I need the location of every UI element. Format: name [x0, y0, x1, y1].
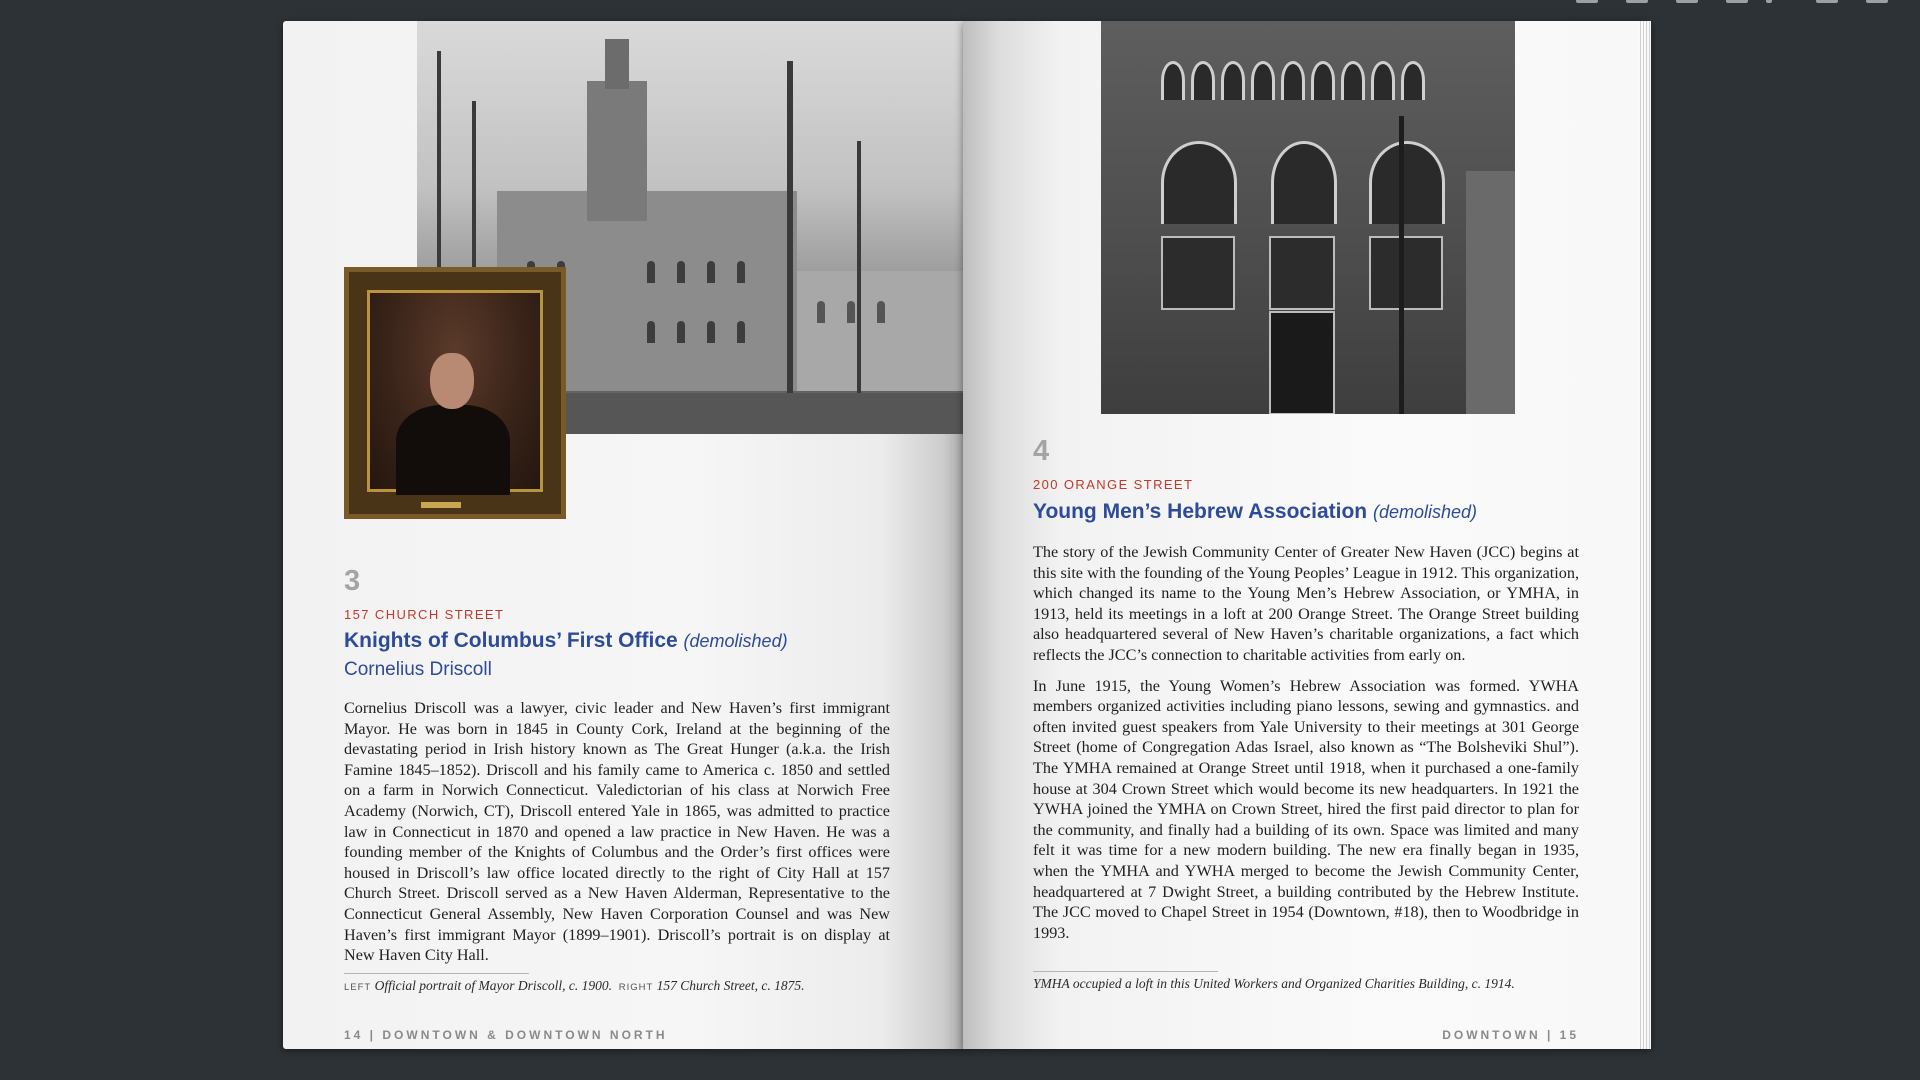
right-page[interactable] — [963, 21, 1651, 1049]
toolbar-icon-5[interactable] — [1766, 0, 1772, 3]
right-folio: DOWNTOWN | 15 — [1442, 1028, 1579, 1042]
caption-right-text: 157 Church Street, c. 1875. — [656, 978, 805, 993]
toolbar-icon-4[interactable] — [1726, 0, 1748, 3]
entry-number: 4 — [1033, 435, 1050, 467]
entry-address: 157 CHURCH STREET — [344, 607, 505, 622]
photo-caption: YMHA occupied a loft in this United Workers and Organized Charities Building, c. 1914. — [1033, 976, 1515, 991]
viewer-toolbar — [1570, 0, 1920, 6]
entry-title-text: Young Men’s Hebrew Association — [1033, 500, 1368, 523]
toolbar-icon-3[interactable] — [1676, 0, 1698, 3]
entry-title-text: Knights of Columbus’ First Office — [344, 629, 678, 652]
left-folio: 14 | DOWNTOWN & DOWNTOWN NORTH — [344, 1028, 668, 1042]
ymha-building-photo — [1101, 21, 1515, 414]
body-paragraph-2: In June 1915, the Young Women’s Hebrew Association was formed. YWHA members organized activities including piano lessons, sewing and gymnastics. and often invited guest speakers from Yale University to their meetings at 301 George Street (home of Congregation Adas Israel, also known as “The Bolsheviki Shul”). The YMHA remained at Orange Street until 1918, when it purchased a one-family house at 304 Crown Street which would become its new headquarters. In 1921 the YWHA joined the YMHA on Crown Street, hired the first paid director to plan for the community, and finally had a building of its own. Space was limited and many felt it was time for a new modern building. The new era finally began in 1935, when the YMHA and YWHA merged to become the Jewish Community Center, headquartered at 7 Dwight Street, a building contributed by the Hebrew Institute. The JCC moved to Chapel Street in 1954 (Downtown, #18), then to Woodbridge in 1993. — [1033, 676, 1579, 942]
entry-address: 200 ORANGE STREET — [1033, 477, 1194, 492]
toolbar-icon-7[interactable] — [1866, 0, 1888, 3]
page-edge — [1638, 21, 1651, 1049]
entry-number: 3 — [344, 565, 361, 597]
toolbar-icon-2[interactable] — [1626, 0, 1648, 3]
book-spread — [283, 21, 1651, 1049]
left-page[interactable] — [283, 21, 963, 1049]
entry-title — [344, 628, 788, 654]
caption-rule — [1033, 971, 1218, 972]
entry-subtitle: Cornelius Driscoll — [344, 659, 492, 680]
entry-body — [344, 698, 890, 976]
entry-body — [1033, 542, 1579, 953]
toolbar-icon-6[interactable] — [1816, 0, 1838, 3]
caption-left-text: Official portrait of Mayor Driscoll, c. 1900. — [374, 978, 612, 993]
entry-title-tag: (demolished) — [1372, 502, 1477, 522]
body-paragraph: Cornelius Driscoll was a lawyer, civic leader and New Haven’s first immigrant Mayor. He was born in 1845 in County Cork, Ireland at the beginning of the devastating period in Irish history known as The Great Hunger (a.k.a. the Irish Famine 1845–1852). Driscoll and his family came to America c. 1850 and settled on a farm in Norwich Connecticut. Valedictorian of his class at Norwich Free Academy (Norwich, CT), Driscoll entered Yale in 1865, was admitted to practice law in Connecticut in 1870 and opened a law practice in New Haven. He was a founding member of the Knights of Columbus and the Order’s first offices were housed in Driscoll’s law office located directly to the right of City Hall at 157 Church Street. Driscoll served as a New Haven Alderman, Representative to the Connecticut General Assembly, New Haven Corporation Counsel and was New Haven’s first immigrant Mayor (1899–1901). Driscoll’s portrait is on display at New Haven City Hall. — [344, 699, 890, 965]
driscoll-portrait — [344, 267, 566, 519]
photo-caption — [344, 977, 805, 997]
body-paragraph-1: The story of the Jewish Community Center of Greater New Haven (JCC) begins at this site with the founding of the Young Peoples’ League in 1912. This organization, which changed its name to the Young Men’s Hebrew Association, or YMHA, in 1913, held its meetings in a loft at 200 Orange Street. The Orange Street building also headquartered several of New Haven’s charitable organizations, a fact which reflects the JCC’s connection to charitable activities from early on. — [1033, 543, 1579, 664]
caption-right-label: RIGHT — [618, 982, 654, 993]
caption-left-label: LEFT — [344, 982, 372, 993]
caption-rule — [344, 973, 529, 974]
entry-title-tag: (demolished) — [683, 631, 788, 651]
entry-title — [1033, 499, 1477, 525]
toolbar-icon-1[interactable] — [1576, 0, 1598, 3]
